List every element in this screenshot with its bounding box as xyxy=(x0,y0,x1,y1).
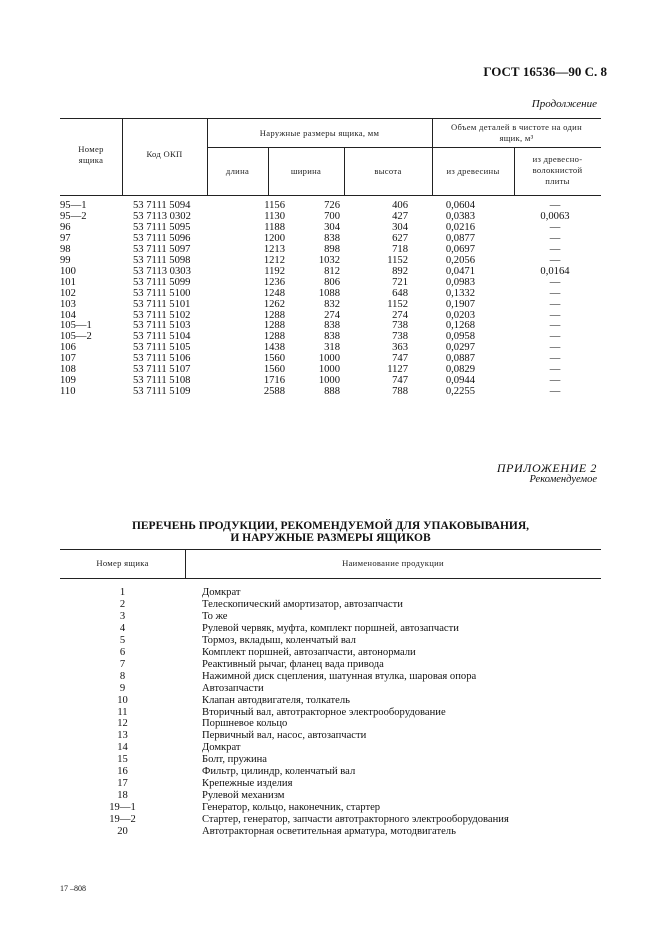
list-item-number: 17 xyxy=(117,778,128,790)
cell-length: 1156 xyxy=(264,200,285,211)
list-item-number: 16 xyxy=(117,766,128,778)
cell-box-number: 99 xyxy=(60,254,71,266)
list-item-product: Домкрат xyxy=(202,742,241,754)
cell-wood-volume: 0,0471 xyxy=(445,265,475,277)
list-item-product: Домкрат xyxy=(202,587,241,598)
list-item-number: 13 xyxy=(117,730,128,742)
list-item-number: 18 xyxy=(117,790,128,802)
cell-fiberboard-volume: — xyxy=(549,309,561,321)
list-item xyxy=(0,742,661,754)
list-item-number: 4 xyxy=(119,622,126,634)
col-volume-line2: ящик, м³ xyxy=(499,133,534,143)
list-item-product: Клапан автодвигателя, толкатель xyxy=(202,694,350,706)
cell-fiberboard-volume: — xyxy=(549,320,561,332)
cell-width: 1000 xyxy=(318,364,340,376)
cell-width: 274 xyxy=(324,309,340,321)
list-item xyxy=(0,778,661,790)
col-box-number xyxy=(60,144,122,166)
cell-box-number: 105—2 xyxy=(60,331,92,343)
cell-height: 274 xyxy=(392,309,408,321)
list-item-number: 8 xyxy=(119,670,126,682)
cell-wood-volume: 0,0697 xyxy=(445,243,475,255)
cell-box-number: 108 xyxy=(60,364,76,376)
col-box-number-line1: Номер xyxy=(78,144,104,154)
cell-height: 406 xyxy=(392,200,408,211)
cell-fiberboard-volume: 0,0164 xyxy=(540,265,570,277)
cell-box-number: 102 xyxy=(60,287,76,299)
cell-length: 1262 xyxy=(263,298,285,310)
cell-width: 304 xyxy=(324,221,340,233)
cell-box-number: 96 xyxy=(60,221,71,233)
cell-length: 1236 xyxy=(263,276,285,288)
list-item xyxy=(0,695,661,707)
list-item-product: Стартер, генератор, запчасти автотракторного электрооборудования xyxy=(202,814,509,826)
list-item-number: 19—2 xyxy=(109,814,136,826)
cell-wood-volume: 0,2255 xyxy=(445,386,475,398)
cell-fiberboard-volume: — xyxy=(549,331,561,343)
table-row xyxy=(0,342,661,353)
cell-length: 1560 xyxy=(263,353,285,365)
cell-height: 304 xyxy=(392,221,408,233)
cell-length: 1288 xyxy=(263,309,285,321)
cell-box-number: 101 xyxy=(60,276,76,288)
cell-okp-code: 53 7111 5105 xyxy=(133,342,191,354)
list-item-number: 1 xyxy=(119,587,126,598)
cell-wood-volume: 0,1907 xyxy=(445,298,475,310)
list-item xyxy=(0,802,661,814)
list-item-number: 6 xyxy=(119,646,126,658)
list-item xyxy=(0,599,661,611)
table-header-bottom-rule xyxy=(60,195,601,196)
cell-wood-volume: 0,0877 xyxy=(445,232,475,244)
list-item xyxy=(0,766,661,778)
cell-box-number: 103 xyxy=(60,298,76,310)
cell-length: 1188 xyxy=(264,221,285,233)
cell-wood-volume: 0,0829 xyxy=(445,364,475,376)
cell-length: 1288 xyxy=(263,331,285,343)
col-fiberboard-line2: волокнистой xyxy=(532,165,583,175)
col-fiberboard-line1: из древесно- xyxy=(532,154,583,164)
cell-wood-volume: 0,1268 xyxy=(445,320,475,332)
list-item-product: Реактивный рычаг, фланец вада привода xyxy=(202,658,384,670)
cell-box-number: 105—1 xyxy=(60,320,92,332)
cell-height: 1152 xyxy=(387,298,408,310)
list-item xyxy=(0,635,661,647)
list-item-number: 9 xyxy=(119,682,126,694)
cell-length: 1438 xyxy=(263,342,285,354)
cell-height: 718 xyxy=(392,243,408,255)
list-item xyxy=(0,659,661,671)
list-item-product: Первичный вал, насос, автозапчасти xyxy=(202,730,367,742)
cell-width: 1032 xyxy=(318,254,340,266)
list-item-product: Комплект поршней, автозапчасти, автонормали xyxy=(202,646,416,658)
cell-width: 700 xyxy=(324,210,340,222)
col-outer-dims: Наружные размеры ящика, мм xyxy=(259,128,380,138)
list-item-product: Болт, пружина xyxy=(202,754,267,766)
col-product-name: Наименование продукции xyxy=(342,558,444,568)
cell-fiberboard-volume: — xyxy=(549,287,561,299)
cell-box-number: 100 xyxy=(60,265,76,277)
cell-height: 1127 xyxy=(387,364,408,376)
cell-width: 726 xyxy=(324,200,340,211)
cell-length: 1130 xyxy=(264,210,285,222)
cell-width: 812 xyxy=(324,265,340,277)
cell-height: 648 xyxy=(392,287,408,299)
cell-height: 363 xyxy=(392,342,408,354)
cell-okp-code: 53 7111 5102 xyxy=(133,309,191,321)
cell-height: 747 xyxy=(392,353,408,365)
col-wood: из древесины xyxy=(446,166,500,176)
col-okp-code: Код ОКП xyxy=(146,149,183,159)
table-row xyxy=(0,277,661,288)
cell-fiberboard-volume: — xyxy=(549,353,561,365)
cell-wood-volume: 0,0216 xyxy=(445,221,475,233)
list-item xyxy=(0,718,661,730)
list-item-product: Рулевой червяк, муфта, комплект поршней, автозапчасти xyxy=(202,622,459,634)
cell-fiberboard-volume: — xyxy=(549,200,561,211)
cell-width: 832 xyxy=(324,298,340,310)
cell-okp-code: 53 7111 5094 xyxy=(133,200,191,211)
col-width: ширина xyxy=(290,166,322,176)
cell-length: 1212 xyxy=(263,254,285,266)
list-item-number: 11 xyxy=(117,706,128,718)
cell-height: 721 xyxy=(392,276,408,288)
list-item-number: 5 xyxy=(119,634,126,646)
cell-box-number: 110 xyxy=(60,386,76,398)
cell-fiberboard-volume: — xyxy=(549,342,561,354)
cell-fiberboard-volume: — xyxy=(549,221,561,233)
cell-wood-volume: 0,0958 xyxy=(445,331,475,343)
cell-okp-code: 53 7111 5098 xyxy=(133,254,191,266)
cell-wood-volume: 0,0887 xyxy=(445,353,475,365)
list-top-rule xyxy=(60,549,601,550)
cell-fiberboard-volume: 0,0063 xyxy=(540,210,570,222)
table-row xyxy=(0,386,661,397)
col-length: длина xyxy=(225,166,250,176)
table-row xyxy=(0,375,661,386)
list-item-number: 15 xyxy=(117,754,128,766)
cell-height: 427 xyxy=(392,210,408,222)
cell-fiberboard-volume: — xyxy=(549,386,561,398)
list-item-number: 7 xyxy=(119,658,126,670)
table-row xyxy=(0,200,661,211)
col-height: высота xyxy=(374,166,402,176)
cell-width: 1088 xyxy=(318,287,340,299)
list-item xyxy=(0,790,661,802)
cell-wood-volume: 0,1332 xyxy=(445,287,475,299)
list-item-number: 2 xyxy=(119,598,126,610)
list-item xyxy=(0,754,661,766)
list-item xyxy=(0,730,661,742)
cell-width: 898 xyxy=(324,243,340,255)
cell-length: 1200 xyxy=(263,232,285,244)
cell-box-number: 107 xyxy=(60,353,76,365)
list-title-line1: ПЕРЕЧЕНЬ ПРОДУКЦИИ, РЕКОМЕНДУЕМОЙ ДЛЯ УПАКОВЫВАНИЯ, xyxy=(131,520,530,532)
table-subheader-rule xyxy=(207,147,601,148)
cell-wood-volume: 0,2056 xyxy=(445,254,475,266)
cell-okp-code: 53 7111 5100 xyxy=(133,287,191,299)
table-row xyxy=(0,288,661,299)
cell-width: 888 xyxy=(324,386,340,398)
col-box-number-line2: ящика xyxy=(78,155,104,165)
list-item-number: 14 xyxy=(117,742,128,754)
footer-print-code: 17 –808 xyxy=(60,884,86,893)
cell-okp-code: 53 7111 5108 xyxy=(133,375,191,387)
table-row xyxy=(0,211,661,222)
cell-height: 1152 xyxy=(387,254,408,266)
cell-wood-volume: 0,0983 xyxy=(445,276,475,288)
list-item-product: Телескопический амортизатор, автозапчасти xyxy=(202,598,403,610)
list-header-rule xyxy=(60,578,601,579)
appendix-title: ПРИЛОЖЕНИЕ 2 xyxy=(496,461,597,475)
table-top-rule xyxy=(60,118,601,119)
cell-okp-code: 53 7111 5104 xyxy=(133,331,191,343)
cell-wood-volume: 0,0944 xyxy=(445,375,475,387)
table-row xyxy=(0,320,661,331)
list-item-product: Генератор, кольцо, наконечник, стартер xyxy=(202,802,381,814)
cell-box-number: 98 xyxy=(60,243,71,255)
list-item-product: То же xyxy=(202,610,228,622)
cell-wood-volume: 0,0383 xyxy=(445,210,475,222)
list-item-number: 12 xyxy=(117,718,128,730)
cell-box-number: 97 xyxy=(60,232,71,244)
list-item-product: Крепежные изделия xyxy=(202,778,293,790)
list-item xyxy=(0,814,661,826)
list-item xyxy=(0,671,661,683)
cell-height: 738 xyxy=(392,331,408,343)
col-volume-line1: Объем деталей в чистоте на один xyxy=(451,122,582,132)
list-item-product: Автозапчасти xyxy=(202,682,264,694)
cell-width: 838 xyxy=(324,320,340,332)
list-item-product: Нажимной диск сцепления, шатунная втулка, шаровая опора xyxy=(202,670,477,682)
cell-length: 1288 xyxy=(263,320,285,332)
col-fiberboard xyxy=(514,154,601,187)
cell-wood-volume: 0,0203 xyxy=(445,309,475,321)
cell-okp-code: 53 7111 5097 xyxy=(133,243,191,255)
list-item xyxy=(0,683,661,695)
cell-fiberboard-volume: — xyxy=(549,232,561,244)
appendix-subtitle: Рекомендуемое xyxy=(529,474,597,485)
col-fiberboard-line3: плиты xyxy=(545,176,570,186)
cell-width: 1000 xyxy=(318,353,340,365)
cell-width: 318 xyxy=(324,342,340,354)
list-item-product: Вторичный вал, автотракторное электрооборудование xyxy=(202,706,446,718)
cell-box-number: 109 xyxy=(60,375,76,387)
cell-okp-code: 53 7111 5107 xyxy=(133,364,191,376)
list-item-product: Фильтр, цилиндр, коленчатый вал xyxy=(202,766,356,778)
list-item-number: 3 xyxy=(119,610,126,622)
list-item xyxy=(0,647,661,659)
cell-wood-volume: 0,0297 xyxy=(445,342,475,354)
cell-fiberboard-volume: — xyxy=(549,298,561,310)
cell-length: 1716 xyxy=(263,375,285,387)
cell-okp-code: 53 7111 5095 xyxy=(133,221,191,233)
list-item-number: 20 xyxy=(117,826,128,837)
cell-width: 838 xyxy=(324,331,340,343)
page-header-title: ГОСТ 16536—90 С. 8 xyxy=(483,64,607,79)
list-item-product: Тормоз, вкладыш, коленчатый вал xyxy=(202,634,356,646)
table-row xyxy=(0,331,661,342)
table-row xyxy=(0,299,661,310)
cell-box-number: 106 xyxy=(60,342,76,354)
cell-okp-code: 53 7111 5099 xyxy=(133,276,191,288)
list-title-line2: И НАРУЖНЫЕ РАЗМЕРЫ ЯЩИКОВ xyxy=(230,532,431,544)
table-row xyxy=(0,255,661,266)
cell-okp-code: 53 7111 5096 xyxy=(133,232,191,244)
list-item xyxy=(0,826,661,838)
continuation-label: Продолжение xyxy=(531,98,597,110)
cell-okp-code: 53 7111 5109 xyxy=(133,386,191,398)
table-row xyxy=(0,266,661,277)
cell-height: 747 xyxy=(392,375,408,387)
table-row xyxy=(0,244,661,255)
cell-box-number: 104 xyxy=(60,309,76,321)
col-volume xyxy=(432,122,601,144)
cell-height: 738 xyxy=(392,320,408,332)
cell-length: 1213 xyxy=(263,243,285,255)
table-row xyxy=(0,233,661,244)
cell-width: 806 xyxy=(324,276,340,288)
cell-length: 1248 xyxy=(263,287,285,299)
list-item xyxy=(0,623,661,635)
col-list-number: Номер ящика xyxy=(96,558,149,568)
list-item-product: Поршневое кольцо xyxy=(202,718,288,730)
cell-width: 1000 xyxy=(318,375,340,387)
cell-fiberboard-volume: — xyxy=(549,364,561,376)
cell-height: 892 xyxy=(392,265,408,277)
cell-wood-volume: 0,0604 xyxy=(445,200,475,211)
table-row xyxy=(0,364,661,375)
cell-length: 1560 xyxy=(263,364,285,376)
table-row xyxy=(0,353,661,364)
cell-fiberboard-volume: — xyxy=(549,243,561,255)
list-item-product: Автотракторная осветительная арматура, мотодвигатель xyxy=(202,826,456,837)
cell-okp-code: 53 7113 0303 xyxy=(133,265,191,277)
cell-box-number: 95—2 xyxy=(60,210,87,222)
list-item-number: 10 xyxy=(117,694,128,706)
cell-okp-code: 53 7113 0302 xyxy=(133,210,191,222)
cell-okp-code: 53 7111 5101 xyxy=(133,298,191,310)
cell-length: 2588 xyxy=(263,386,285,398)
cell-length: 1192 xyxy=(264,265,285,277)
list-item xyxy=(0,611,661,623)
cell-height: 627 xyxy=(392,232,408,244)
cell-fiberboard-volume: — xyxy=(549,254,561,266)
cell-height: 788 xyxy=(392,386,408,398)
table-row xyxy=(0,222,661,233)
cell-okp-code: 53 7111 5103 xyxy=(133,320,191,332)
list-item xyxy=(0,707,661,719)
cell-fiberboard-volume: — xyxy=(549,375,561,387)
list-item-number: 19—1 xyxy=(109,802,136,814)
list-item xyxy=(0,587,661,599)
cell-width: 838 xyxy=(324,232,340,244)
table-row xyxy=(0,310,661,321)
cell-box-number: 95—1 xyxy=(60,200,87,211)
list-item-product: Рулевой механизм xyxy=(202,790,285,802)
cell-fiberboard-volume: — xyxy=(549,276,561,288)
cell-okp-code: 53 7111 5106 xyxy=(133,353,191,365)
